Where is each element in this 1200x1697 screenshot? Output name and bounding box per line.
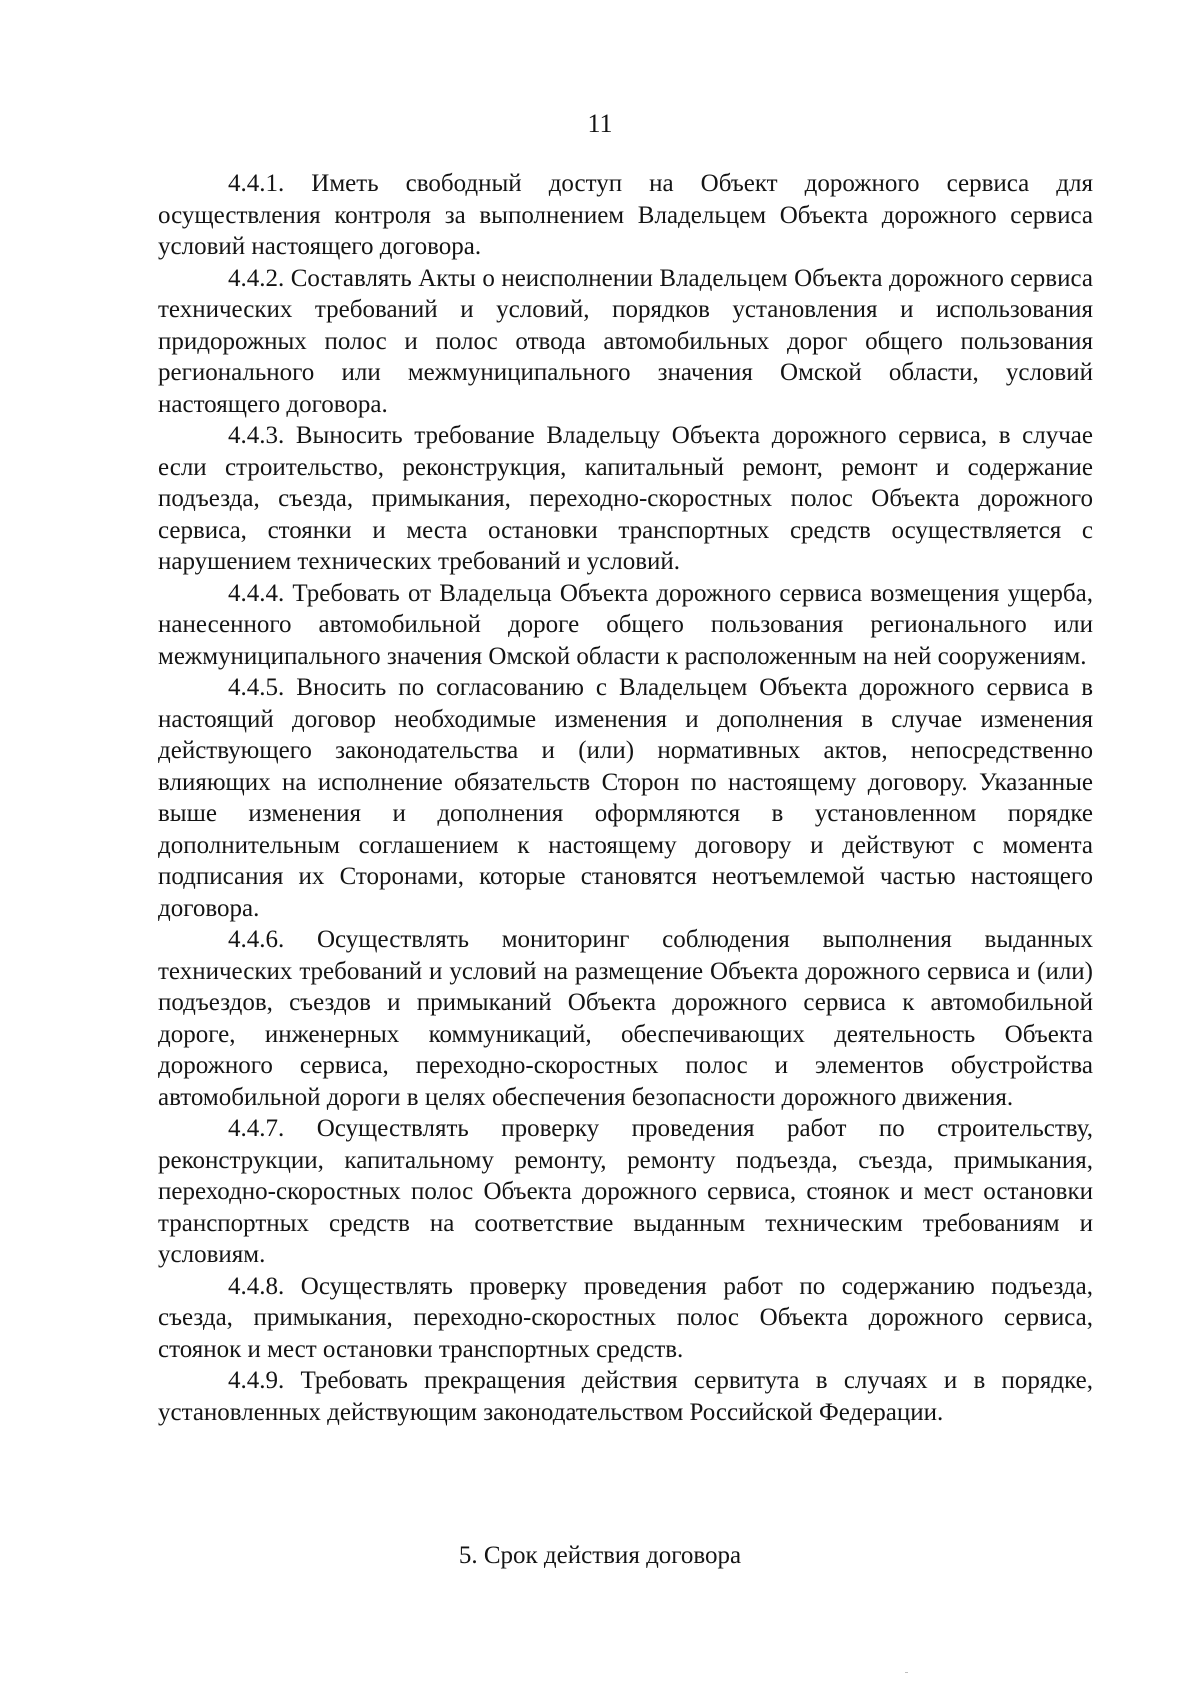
clause-4-4-9: 4.4.9. Требовать прекращения действия сервитута в случаях и в порядке, установленных действующим законодательством Российской Федерации. — [158, 1367, 1093, 1426]
clause-4-4-7: 4.4.7. Осуществлять проверку проведения работ по строительству, реконструкции, капитальному ремонту, ремонту подъезда, съезда, примыкания, переходно-скоростных полос Объекта дорожного сервиса, стоянок и мест остановки транспортных средств на соответствие выданным техническим требованиям и условиям. — [158, 1115, 1093, 1268]
clause-4-4-5: 4.4.5. Вносить по согласованию с Владельцем Объекта дорожного сервиса в настоящий договор необходимые изменения и дополнения в случае изменения действующего законодательства и (или) нормативных актов, непосредственно влияющих на исполнение обязательств Сторон по настоящему договору. Указанные выше изменения и дополнения оформляются в установленном порядке дополнительным соглашением к настоящему договору и действуют с момента подписания их Сторонами, которые становятся неотъемлемой частью настоящего договора. — [158, 674, 1093, 922]
clause-4-4-4: 4.4.4. Требовать от Владельца Объекта дорожного сервиса возмещения ущерба, нанесенного автомобильной дороге общего пользования регионального или межмуниципального значения Омской области к расположенным на ней сооружениям. — [158, 579, 1093, 670]
clause-4-4-2: 4.4.2. Составлять Акты о неисполнении Владельцем Объекта дорожного сервиса технических требований и условий, порядков установления и использования придорожных полос и полос отвода автомобильных дорог общего пользования регионального или межмуниципального значения Омской области, условий настоящего договора. — [158, 264, 1093, 418]
clause-4-4-6: 4.4.6. Осуществлять мониторинг соблюдения выполнения выданных технических требований и условий на размещение Объекта дорожного сервиса и (или) подъездов, съездов и примыканий Объекта дорожного сервиса к автомобильной дороге, инженерных коммуникаций, обеспечивающих деятельность Объекта дорожного сервиса, переходно-скоростных полос и элементов обустройства автомобильной дороги в целях обеспечения безопасности дорожного движения. — [158, 926, 1093, 1111]
clause-4-4-3: 4.4.3. Выносить требование Владельцу Объекта дорожного сервиса, в случае если строительство, реконструкция, капитальный ремонт, ремонт и содержание подъезда, съезда, примыкания, переходно-скоростных полос Объекта дорожного сервиса, стоянки и места остановки транспортных средств осуществляется с нарушением технических требований и условий. — [158, 422, 1093, 575]
document-body — [158, 168, 1093, 1428]
section-heading: 5. Срок действия договора — [458, 1542, 742, 1569]
page-number: 11 — [587, 109, 613, 138]
clause-4-4-8: 4.4.8. Осуществлять проверку проведения работ по содержанию подъезда, съезда, примыкания, переходно-скоростных полос Объекта дорожного сервиса, стоянок и мест остановки транспортных средств. — [158, 1272, 1093, 1363]
clause-4-4-1: 4.4.1. Иметь свободный доступ на Объект дорожного сервиса для осуществления контроля за выполнением Владельцем Объекта дорожного сервиса условий настоящего договора. — [158, 170, 1093, 260]
scan-speck — [905, 1672, 908, 1673]
